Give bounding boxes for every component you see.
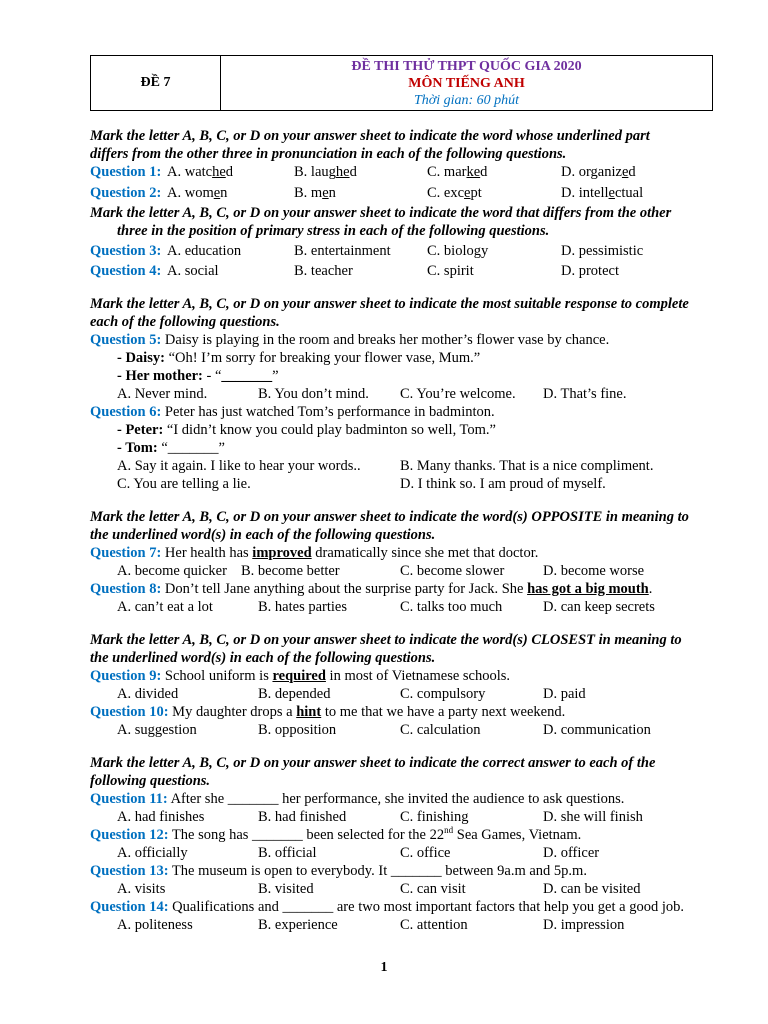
option-b: B. depended [258, 686, 331, 702]
options-row [90, 808, 714, 826]
exam-title: ĐỀ THI THỬ THPT QUỐC GIA 2020 [351, 58, 582, 74]
option-a: A. watched [167, 164, 234, 180]
section-instruction: Mark the letter A, B, C, or D on your answer sheet to indicate the word(s) CLOSEST in meaning to the underlined word(s) in each of the following questions. [90, 632, 682, 666]
option-d: D. she will finish [543, 809, 643, 825]
option-c: C. biology [427, 243, 489, 259]
dialogue-line: - Her mother: - “_______” [117, 368, 279, 384]
dialogue-line: - Daisy: “Oh! I’m sorry for breaking your flower vase, Mum.” [117, 350, 481, 366]
option-d: D. can keep secrets [543, 599, 655, 615]
options-row [90, 598, 714, 616]
option-c: C. calculation [400, 722, 481, 738]
underlined-word: has got a big mouth [527, 581, 649, 597]
exam-title-cell [221, 56, 712, 110]
question-label: Question 6: [90, 404, 162, 420]
exam-content [90, 127, 714, 934]
question-label: Question 8: [90, 581, 162, 597]
option-b: B. become better [241, 563, 340, 579]
question-label: Question 2: [90, 185, 162, 201]
question-label: Question 1: [90, 164, 162, 180]
option-a: A. visits [117, 881, 166, 897]
option-d: D. organized [561, 164, 636, 180]
option-c: C. except [427, 185, 482, 201]
option-d: D. officer [543, 845, 600, 861]
option-b: B. official [258, 845, 317, 861]
question-label: Question 7: [90, 545, 162, 561]
question-11 [90, 790, 714, 808]
option-d: D. paid [543, 686, 586, 702]
option-a: A. had finishes [117, 809, 205, 825]
option-d: D. communication [543, 722, 651, 738]
option-b: B. entertainment [294, 243, 391, 259]
section-instruction: Mark the letter A, B, C, or D on your answer sheet to indicate the word whose underlined part differs from the other three in pronunciation in each of the following questions. [90, 128, 650, 162]
options-row [90, 880, 714, 898]
question-label: Question 10: [90, 704, 169, 720]
option-b: B. hates parties [258, 599, 347, 615]
question-stem: Peter has just watched Tom’s performance in badminton. [164, 404, 495, 420]
option-b: B. visited [258, 881, 314, 897]
exam-code: ĐỀ 7 [91, 56, 221, 110]
option-d: D. impression [543, 917, 625, 933]
question-12: Question 12: The song has _______ been selected for the 22nd Sea Games, Vietnam. [90, 825, 582, 843]
question-14 [90, 898, 714, 916]
option-c: C. You’re welcome. [400, 386, 516, 402]
option-a: A. can’t eat a lot [117, 599, 213, 615]
question-8: Question 8: Don’t tell Jane anything about the surprise party for Jack. She has got a big mouth. [90, 581, 653, 597]
question-5 [90, 331, 714, 349]
option-d: D. That’s fine. [543, 386, 627, 402]
section-instruction: Mark the letter A, B, C, or D on your answer sheet to indicate the word(s) OPPOSITE in meaning to the underlined word(s) in each of the following questions. [90, 509, 689, 543]
question-2 [90, 184, 714, 202]
option-b: B. teacher [294, 263, 353, 279]
exam-header-table [90, 55, 713, 111]
underlined-word: improved [252, 545, 312, 561]
options-row [90, 721, 714, 739]
option-a: A. divided [117, 686, 179, 702]
question-label: Question 12: [90, 827, 169, 843]
question-label: Question 5: [90, 332, 162, 348]
question-label: Question 3: [90, 243, 162, 259]
option-d: D. I think so. I am proud of myself. [400, 476, 606, 492]
exam-duration: Thời gian: 60 phút [413, 92, 520, 108]
option-c: C. become slower [400, 563, 505, 579]
dialogue-line: - Tom: “_______” [117, 440, 225, 456]
page-number: 1 [380, 960, 388, 975]
options-row [90, 562, 714, 580]
option-a: A. social [167, 263, 219, 279]
option-d: D. can be visited [543, 881, 641, 897]
question-6 [90, 403, 714, 421]
options-row [90, 685, 714, 703]
option-c: C. finishing [400, 809, 469, 825]
option-b: B. had finished [258, 809, 347, 825]
option-c: C. spirit [427, 263, 474, 279]
underlined-word: hint [296, 704, 322, 720]
options-row [90, 844, 714, 862]
question-1 [90, 163, 714, 181]
question-label: Question 13: [90, 863, 169, 879]
question-9: Question 9: School uniform is required in most of Vietnamese schools. [90, 668, 511, 684]
section-instruction: Mark the letter A, B, C, or D on your answer sheet to indicate the word that differs from the other three in the position of primary stress in each of the following questions. [90, 205, 672, 239]
option-a: A. become quicker [117, 563, 227, 579]
question-stem: Daisy is playing in the room and breaks her mother’s flower vase by chance. [164, 332, 610, 348]
question-3 [90, 242, 714, 260]
option-b: B. men [294, 185, 336, 201]
question-stem: The museum is open to everybody. It _______ between 9a.m and 5p.m. [171, 863, 587, 879]
option-a: A. Say it again. I like to hear your words.. [117, 458, 361, 474]
option-b: B. experience [258, 917, 338, 933]
option-b: B. opposition [258, 722, 337, 738]
option-c: C. can visit [400, 881, 466, 897]
question-13 [90, 862, 714, 880]
question-label: Question 11: [90, 791, 168, 807]
options-row [90, 385, 714, 403]
question-label: Question 9: [90, 668, 162, 684]
option-c: C. marked [427, 164, 488, 180]
option-b: B. laughed [294, 164, 357, 180]
option-c: C. office [400, 845, 451, 861]
option-a: A. Never mind. [117, 386, 208, 402]
option-d: D. protect [561, 263, 619, 279]
question-10: Question 10: My daughter drops a hint to me that we have a party next weekend. [90, 704, 566, 720]
option-c: C. compulsory [400, 686, 486, 702]
underlined-word: required [272, 668, 326, 684]
question-stem: After she _______ her performance, she invited the audience to ask questions. [170, 791, 625, 807]
question-7: Question 7: Her health has improved dramatically since she met that doctor. [90, 545, 539, 561]
option-a: A. education [167, 243, 242, 259]
option-d: D. pessimistic [561, 243, 644, 259]
question-label: Question 4: [90, 263, 162, 279]
option-a: A. politeness [117, 917, 193, 933]
section-instruction: Mark the letter A, B, C, or D on your answer sheet to indicate the correct answer to each of the following questions. [90, 755, 656, 789]
option-d: D. intellectual [561, 185, 644, 201]
option-c: C. attention [400, 917, 468, 933]
dialogue-line: - Peter: “I didn’t know you could play badminton so well, Tom.” [117, 422, 496, 438]
option-b: B. You don’t mind. [258, 386, 369, 402]
option-a: A. officially [117, 845, 188, 861]
question-stem: Qualifications and _______ are two most important factors that help you get a good job. [172, 899, 684, 915]
option-a: A. suggestion [117, 722, 197, 738]
option-b: B. Many thanks. That is a nice compliment. [400, 458, 654, 474]
exam-subject: MÔN TIẾNG ANH [408, 75, 525, 91]
options-row [90, 457, 714, 475]
question-label: Question 14: [90, 899, 169, 915]
option-d: D. become worse [543, 563, 645, 579]
question-4 [90, 262, 714, 280]
option-c: C. You are telling a lie. [117, 476, 251, 492]
section-instruction: Mark the letter A, B, C, or D on your answer sheet to indicate the most suitable response to complete each of the following questions. [90, 296, 689, 330]
options-row [90, 475, 714, 493]
option-a: A. women [167, 185, 228, 201]
options-row [90, 916, 714, 934]
option-c: C. talks too much [400, 599, 503, 615]
